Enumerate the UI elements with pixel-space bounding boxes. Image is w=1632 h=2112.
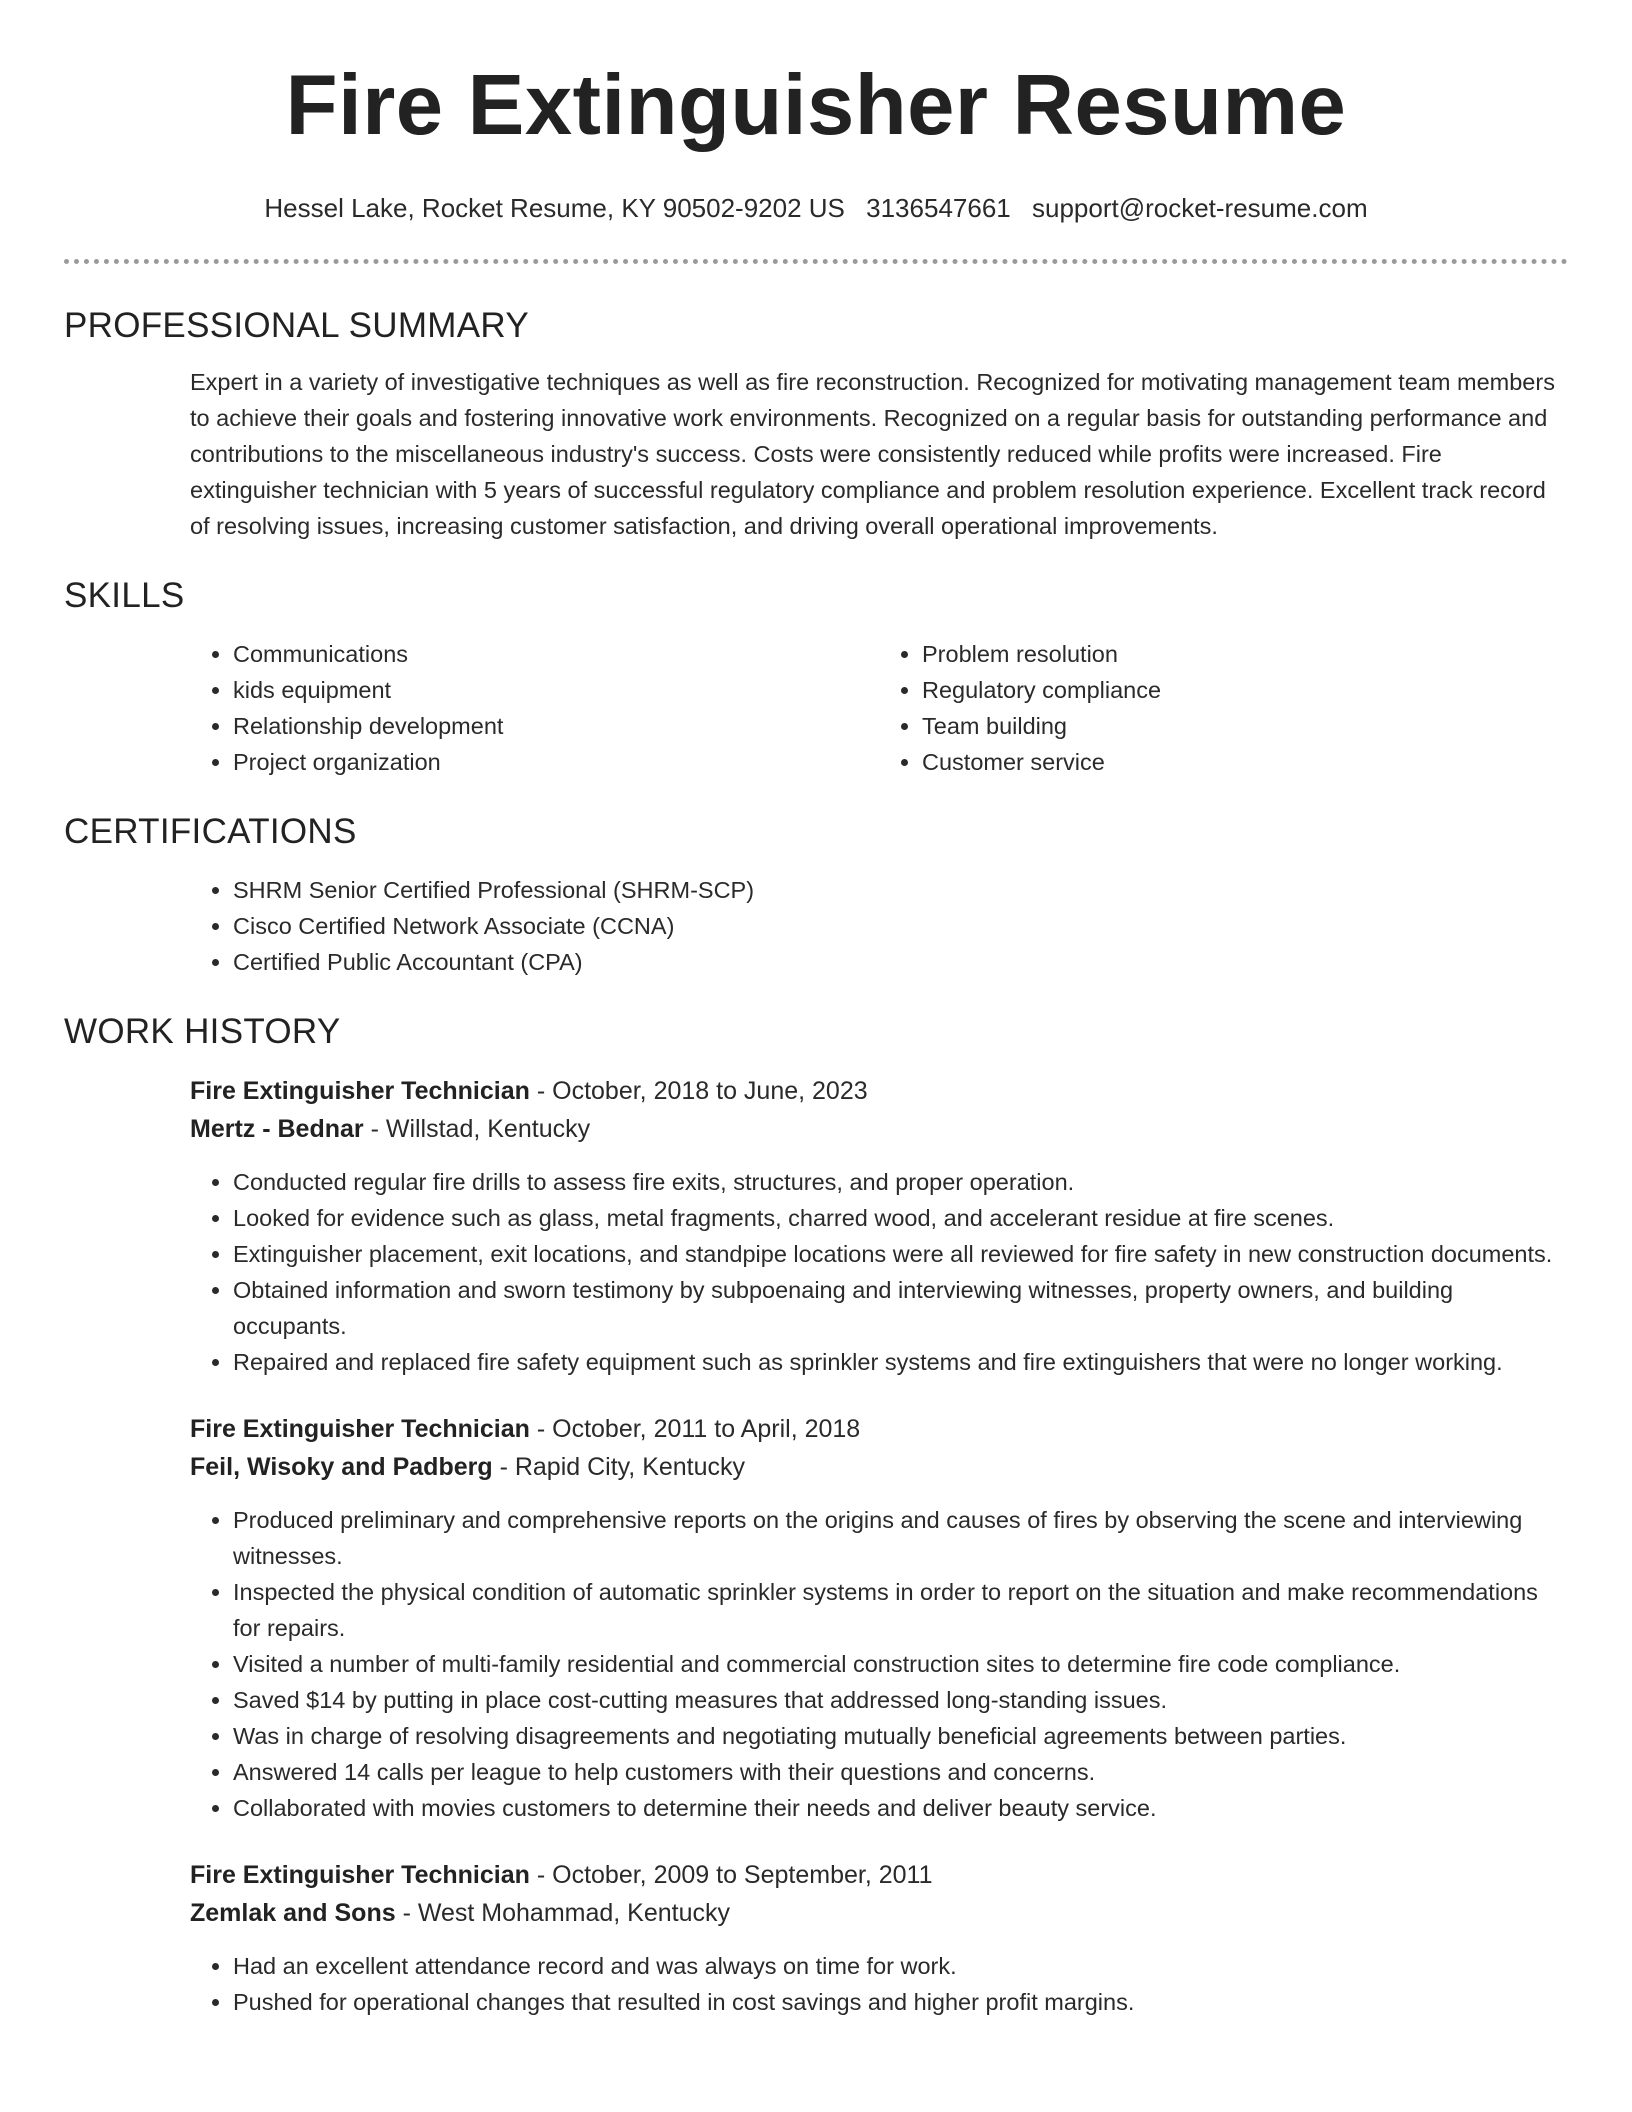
skills-list-right xyxy=(879,636,1568,780)
certification-item: • Certified Public Accountant (CPA) xyxy=(233,944,1568,980)
job-role: Fire Extinguisher Technician xyxy=(190,1415,530,1443)
job-role: Fire Extinguisher Technician xyxy=(190,1861,530,1889)
job-company: Mertz - Bednar xyxy=(190,1115,364,1143)
skills-list-left xyxy=(190,636,879,780)
job-bullet: • Conducted regular fire drills to assess fire exits, structures, and proper operation. xyxy=(233,1164,1568,1200)
contact-address: Hessel Lake, Rocket Resume, KY 90502-9202 US xyxy=(264,193,845,223)
section-title-summary: PROFESSIONAL SUMMARY xyxy=(64,306,529,345)
skill-item: • Communications xyxy=(233,636,879,672)
job-dates: - October, 2009 to September, 2011 xyxy=(529,1861,933,1889)
header-divider xyxy=(64,259,1568,264)
job-company-line xyxy=(190,1894,1568,1932)
contact-line xyxy=(64,191,1568,225)
job-location: - West Mohammad, Kentucky xyxy=(395,1899,730,1927)
job-role-line xyxy=(190,1072,1568,1110)
job-role-line xyxy=(190,1856,1568,1894)
certification-item: • Cisco Certified Network Associate (CCNA) xyxy=(233,908,1568,944)
job-role: Fire Extinguisher Technician xyxy=(190,1077,530,1105)
summary-text: Expert in a variety of investigative techniques as well as fire reconstruction. Recognized for motivating management team members to achieve their goals and fostering innovative work environments. Recognized on a regular basis for outstanding performance and contributions to the miscellaneous industry's success. Costs were consistently reduced while profits were increased. Fire extinguisher technician with 5 years of successful regulatory compliance and problem resolution experience. Excellent track record of resolving issues, increasing customer satisfaction, and driving overall operational improvements. xyxy=(190,369,1555,539)
certifications-list xyxy=(190,872,1568,980)
job-company-line xyxy=(190,1110,1568,1148)
skill-item: • Project organization xyxy=(233,744,879,780)
section-title-certifications: CERTIFICATIONS xyxy=(64,812,357,851)
job-role-line xyxy=(190,1410,1568,1448)
section-title-skills: SKILLS xyxy=(64,576,185,615)
job-bullet: • Pushed for operational changes that resulted in cost savings and higher profit margins. xyxy=(233,1984,1568,2020)
resume-title: Fire Extinguisher Resume xyxy=(285,58,1347,153)
job-dates: - October, 2011 to April, 2018 xyxy=(529,1415,861,1443)
contact-email: support@rocket-resume.com xyxy=(1031,193,1368,223)
job-company: Feil, Wisoky and Padberg xyxy=(190,1453,493,1481)
job-bullet: • Produced preliminary and comprehensive reports on the origins and causes of fires by observing the scene and interviewing witnesses. xyxy=(233,1502,1568,1574)
job-bullet: • Looked for evidence such as glass, metal fragments, charred wood, and accelerant residue at fire scenes. xyxy=(233,1200,1568,1236)
job-bullet: • Obtained information and sworn testimony by subpoenaing and interviewing witnesses, property owners, and building occupants. xyxy=(233,1272,1568,1344)
job-dates: - October, 2018 to June, 2023 xyxy=(529,1077,868,1105)
skills-grid xyxy=(190,636,1568,780)
certification-item: • SHRM Senior Certified Professional (SHRM-SCP) xyxy=(233,872,1568,908)
job-company-line xyxy=(190,1448,1568,1486)
job-location: - Willstad, Kentucky xyxy=(363,1115,591,1143)
job-bullet: • Extinguisher placement, exit locations, and standpipe locations were all reviewed for fire safety in new construction documents. xyxy=(233,1236,1568,1272)
job-entry xyxy=(64,1072,1568,1380)
job-bullet: • Had an excellent attendance record and was always on time for work. xyxy=(233,1948,1568,1984)
job-bullet: • Was in charge of resolving disagreements and negotiating mutually beneficial agreements between parties. xyxy=(233,1718,1568,1754)
section-title-work-history: WORK HISTORY xyxy=(64,1012,341,1051)
skill-item: • Problem resolution xyxy=(922,636,1568,672)
job-bullet: • Inspected the physical condition of automatic sprinkler systems in order to report on the situation and make recommendations for repairs. xyxy=(233,1574,1568,1646)
job-bullet: • Collaborated with movies customers to determine their needs and deliver beauty service. xyxy=(233,1790,1568,1826)
job-company: Zemlak and Sons xyxy=(190,1899,396,1927)
job-bullets xyxy=(190,1164,1568,1380)
job-bullet: • Saved $14 by putting in place cost-cutting measures that addressed long-standing issues. xyxy=(233,1682,1568,1718)
job-location: - Rapid City, Kentucky xyxy=(492,1453,746,1481)
job-bullet: • Repaired and replaced fire safety equipment such as sprinkler systems and fire extinguishers that were no longer working. xyxy=(233,1344,1568,1380)
job-bullets xyxy=(190,1502,1568,1826)
job-bullets xyxy=(190,1948,1568,2020)
skill-item: • Customer service xyxy=(922,744,1568,780)
job-bullet: • Answered 14 calls per league to help customers with their questions and concerns. xyxy=(233,1754,1568,1790)
skill-item: • kids equipment xyxy=(233,672,879,708)
job-entry xyxy=(64,1410,1568,1826)
job-bullet: • Visited a number of multi-family residential and commercial construction sites to determine fire code compliance. xyxy=(233,1646,1568,1682)
job-entry xyxy=(64,1856,1568,2020)
contact-phone: 3136547661 xyxy=(866,193,1011,223)
skill-item: • Relationship development xyxy=(233,708,879,744)
skill-item: • Regulatory compliance xyxy=(922,672,1568,708)
skill-item: • Team building xyxy=(922,708,1568,744)
